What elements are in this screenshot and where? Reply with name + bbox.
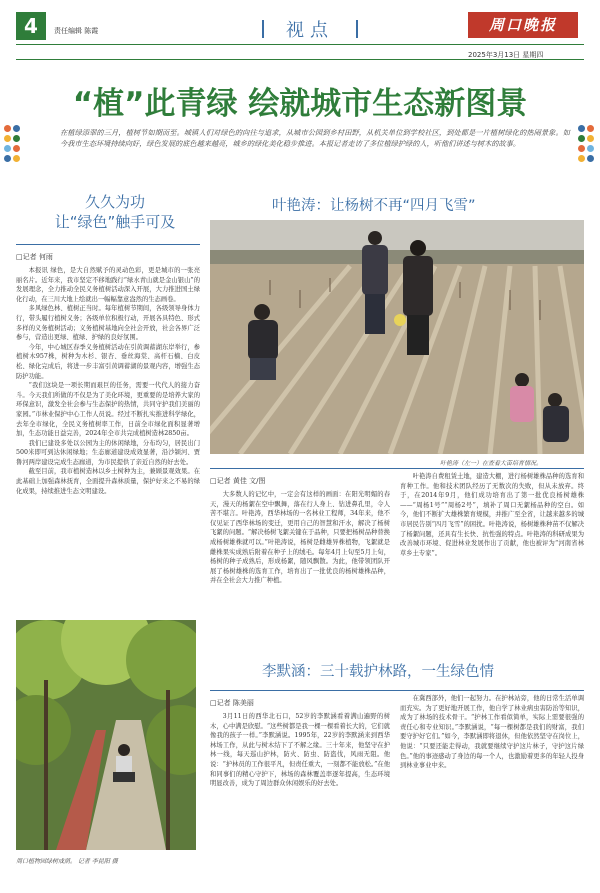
header-rule-2 — [16, 59, 584, 60]
section-title: 视点 — [286, 20, 334, 41]
article1-rule — [16, 244, 200, 245]
field-photo — [210, 220, 584, 454]
section-bar-right — [356, 20, 358, 38]
article1-paragraph: 截至目前，我市植树造林以乡土树种为主，兼顾景观效果。在此基础上加强森林抚育，全面提升森林质量，保护好来之不易的绿化成果，持续推进生态文明建设。 — [16, 468, 200, 495]
headline: “植”此青绿 绘就城市生态新图景 — [72, 86, 528, 122]
field-photo-caption: 叶艳涛（左一）在查看大苗培育情况。 — [440, 460, 543, 467]
article3-byline: □记者 陈美丽 — [210, 699, 254, 707]
article1-title-line1: 久久为功 — [84, 193, 145, 211]
decorative-dots-right — [578, 125, 598, 185]
article3-body-col2: 在冀西部外，他们一起努力。在护林站旁，他的日常生活单调而充实。为了更好地开展工作，他自学了林业病虫害防治等知识，成为了林场的技术骨干。“护林工作看似简单，实际上需要很强的责任心和专业知识。”李默涵说，“每一棵树都是我们的财富，我们要守护好它们。”如今，李默涵即将退休，但他依然坚守在岗位上，他说：“只要还能走得动，我就要继续守护这片林子，守护这片绿色。”他的事迹感动了身边的每一个人，也激励着更多的年轻人投身到林业事业中来。 — [400, 695, 584, 770]
header-rule — [16, 44, 584, 45]
article1-paragraph: 多风绿色林、植树正当时。每年植树节期间，各级领导身体力行，带头履行植树义务；各级单位积极行动，开展各具特色、形式多样的义务植树活动；义务植树基地向全社会开放，社会各界广泛参与，营造出更绿、植绿、护绿的良好氛围。 — [16, 305, 200, 342]
decorative-dots-left — [4, 125, 24, 185]
section-bar-left — [262, 20, 264, 38]
date-line: 2025年3月13日 星期四 — [468, 51, 544, 59]
park-photo-caption: 周口植物园绿树成荫。 记者 李昆阳 摄 — [16, 858, 118, 865]
article3-title: 李默涵：三十载护林路，一生绿色情 — [262, 664, 494, 680]
field-photo-illustration — [210, 220, 584, 454]
newspaper-logo: 周口晚报 — [468, 12, 578, 38]
article1-paragraph: 本报讯 绿色，是大自然赋予的灵动色彩，更是城市的一张亮丽名片。近年来，我市坚定不移地践行“绿水青山就是金山银山”的发展理念，全力推动全民义务植树活动深入开展，大力推进国土绿化行动，在三川大地上绘就出一幅幅靠意盎然的生态画卷。 — [16, 267, 200, 303]
article3-body-col1: 3月11日的西华北石口，52岁的李默涵看着满山遍野的树木，心中满是欣慰。“这些树都是我一棵一棵看着长大的，它们就像我的孩子一样。”李默涵说。1995年，22岁的李默涵来到西华林场工作，从此与树木结下了不解之缘。三十年来，他坚守在护林一线，每天巡山护林，防火、防虫、防盗伐，风雨无阻。他说：“护林员的工作很平凡，但责任重大，一刻都不能放松。”在他和同事们的精心守护下，林场的森林覆盖率逐年提高，生态环境明显改善，成为了周边群众休闲娱乐的好去处。 — [210, 713, 390, 788]
park-photo-illustration — [16, 620, 196, 850]
article1-title-line2: 让“绿色”触手可及 — [54, 213, 176, 231]
article3-rule — [210, 690, 584, 691]
lead-paragraph: 在植绿添翠的三月，植树节如期而至。城镇人们对绿色的向往与追求，从城市公园到乡村田野，从机关单位到学校社区，到处都是一片植树绿化的热闹景象。如今我市生态环境持续向好，绿色发展的底色越来越亮，城乡的绿化美化稳步推进。本报记者走访了多位植绿护绿的人，听他们讲述与树木的故事。 — [60, 128, 570, 148]
editor-line: 责任编辑 陈霞 — [54, 27, 99, 35]
article2-body-col1: 大多数人的记忆中，一定会有这样的画面：在阳光明媚的春天，漫天的杨絮在空中飘舞，落在行人身上、钻进鼻孔里，令人苦不堪言。叶艳涛，西华林场的一名林业工程师，34年来，他不仅见证了西华林场的变迁，更用自己的智慧和汗水，解决了杨树飞絮的问题。“解决杨树飞絮关键在于品种，只要把杨树品种替换成杨树雄株就可以。”叶艳涛说，杨树是雌雄异株植物，飞絮就是雌株果实成熟后附着在种子上的绒毛。每年4月上旬至5月上旬，杨树的种子成熟后，形成杨絮，随风飘散。为此，他带领团队开展了杨树雄株的选育工作，培育出了一批优良的杨树雄株品种，并在全社会大力推广种植。 — [210, 491, 390, 585]
article1-title — [30, 192, 200, 232]
page-number: 4 — [16, 12, 46, 40]
park-photo — [16, 620, 196, 850]
article1-body — [16, 266, 200, 614]
article2-title: 叶艳涛：让杨树不再“四月飞雪” — [272, 198, 476, 214]
article1-paragraph: “我们这块是一项长期而艰巨的任务，需要一代代人的接力奋斗。今天我们所做的不仅是为了美化环境，更重要的是培养大家的环保意识，激发全社会参与生态保护的热情，共同守护我们美丽的家园。”市林业保护中心工作人员说。经过不断扎实推进科学绿化，去年全市绿化，全民义务植树率工作，日前全市绿化面积显著增加，生态功能日益完善，2024年全市共完成植树造林2850亩。 — [16, 382, 200, 438]
article1-byline: □记者 何雨 — [16, 253, 53, 261]
article1-paragraph: 我们已建设多处以公园为主的休闲绿地，分布均匀，居民出门500米即可到达休闲绿地；生态廊道建设成效显著，沿沙颍河、贾鲁河两岸建设完成生态廊道，为市民提供了亲近自然的好去处。 — [16, 439, 200, 466]
article1-paragraph: 今年，中心城区春季义务植树活动在引黄调蓄湖东岸举行，参植树木957株，树种为木杉、银杏、垂丝海棠、高杆石楠、白皮松、绿化完成后，将进一步丰富引黄调蓄湖的景观内容，增强生态防护功能。 — [16, 343, 200, 380]
article2-byline: □记者 黄佳 文/图 — [210, 477, 266, 485]
article2-rule — [210, 468, 584, 469]
article2-body-col2: 叶艳涛自费租赁土地，建造大棚，进行杨树雄株品种的选育和育种工作。他和技术团队经历了无数次的失败，但从未放弃。终于，在2014年9月，他们成功培育出了第一批优良杨树雄株——“周杨1号”“周杨2号”，填补了周口无絮杨品种的空白。如今，他们不断扩大雄株繁育规模，并推广至全省，让越来越多的城市居民告别“四月飞雪”的困扰。叶艳涛说，杨树雄株种苗不仅解决了杨絮问题，还具有生长快、抗性强的特点。叶艳涛的科研成果为改善城市环境、促进林业发展作出了贡献，他也被评为“河南省林草乡土专家”。 — [400, 473, 584, 557]
